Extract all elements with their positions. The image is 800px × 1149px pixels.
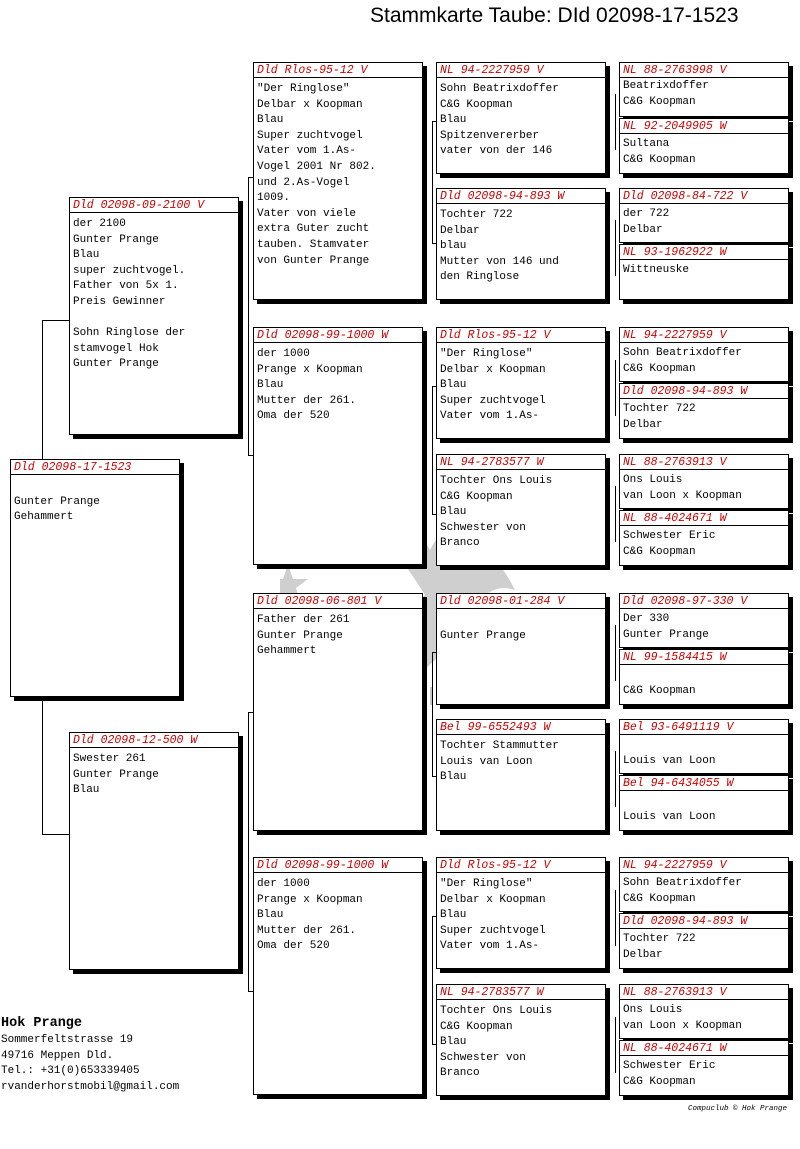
card-notes: der 1000 Prange x Koopman Blau Mutter der 261. Oma der 520 bbox=[257, 878, 363, 953]
card-notes: Louis van Loon bbox=[623, 810, 716, 823]
pedigree-card-grandparent[interactable] bbox=[253, 857, 423, 1095]
ring-number: Bel 99-6552493 W bbox=[437, 720, 605, 735]
ring-number: Bel 93-6491119 V bbox=[620, 720, 788, 735]
pedigree-card-g4[interactable] bbox=[619, 454, 789, 509]
pedigree-card-g4[interactable] bbox=[619, 719, 789, 774]
card-notes: Sohn Beatrixdoffer C&G Koopman bbox=[623, 877, 742, 905]
card-notes: Louis van Loon bbox=[623, 754, 716, 767]
ring-number: Dld 02098-84-722 V bbox=[620, 189, 788, 204]
pedigree-card-father[interactable] bbox=[69, 197, 239, 435]
card-notes: "Der Ringlose" Delbar x Koopman Blau Super zuchtvogel Vater vom 1.As- bbox=[440, 348, 546, 423]
pedigree-card-g4[interactable] bbox=[619, 327, 789, 382]
card-notes: Tochter Ons Louis C&G Koopman Blau Schwester von Branco bbox=[440, 475, 553, 550]
ring-number: Dld Rlos-95-12 V bbox=[437, 328, 605, 343]
card-notes: Gunter Prange Gehammert bbox=[14, 495, 100, 524]
pedigree-card-g4[interactable] bbox=[619, 383, 789, 439]
pedigree-card-mother[interactable] bbox=[69, 732, 239, 970]
pedigree-card-grandparent[interactable] bbox=[253, 327, 423, 565]
pedigree-card-grandparent[interactable] bbox=[253, 593, 423, 831]
ring-number: Dld 02098-01-284 V bbox=[437, 594, 605, 609]
ring-number: Dld 02098-97-330 V bbox=[620, 594, 788, 609]
card-notes: Ons Louis van Loon x Koopman bbox=[623, 1004, 742, 1032]
ring-number: Bel 94-6434055 W bbox=[620, 776, 788, 791]
card-notes: Ons Louis van Loon x Koopman bbox=[623, 474, 742, 502]
card-notes: "Der Ringlose" Delbar x Koopman Blau Super zuchtvogel Vater vom 1.As- bbox=[440, 878, 546, 953]
ring-number: NL 94-2783577 W bbox=[437, 455, 605, 470]
card-notes: Tochter 722 Delbar blau Mutter von 146 und den Ringlose bbox=[440, 209, 559, 284]
card-notes: Tochter Stammutter Louis van Loon Blau bbox=[440, 740, 559, 784]
owner-email[interactable]: rvanderhorstmobil@gmail.com bbox=[1, 1080, 180, 1093]
card-notes: der 1000 Prange x Koopman Blau Mutter der 261. Oma der 520 bbox=[257, 348, 363, 423]
ring-number: NL 99-1584415 W bbox=[620, 650, 788, 665]
owner-phone: Tel.: +31(0)653339405 bbox=[1, 1065, 140, 1078]
ring-number: Dld 02098-12-500 W bbox=[70, 733, 238, 748]
copyright-footer: Compuclub © Hok Prange bbox=[688, 1105, 788, 1113]
pedigree-card-g4[interactable] bbox=[619, 118, 789, 174]
card-notes: Der 330 Gunter Prange bbox=[623, 613, 709, 641]
ring-number: Dld 02098-09-2100 V bbox=[70, 198, 238, 213]
ring-number: Dld 02098-99-1000 W bbox=[254, 328, 422, 343]
ring-number: NL 94-2227959 V bbox=[437, 63, 605, 78]
pedigree-card-g4[interactable] bbox=[619, 593, 789, 648]
ring-number: NL 94-2783577 W bbox=[437, 985, 605, 1000]
card-notes: Schwester Eric C&G Koopman bbox=[623, 530, 716, 558]
card-notes: Tochter 722 Delbar bbox=[623, 933, 696, 961]
pedigree-card-great-grandparent[interactable] bbox=[436, 984, 606, 1096]
pedigree-card-g4[interactable] bbox=[619, 244, 789, 300]
owner-street: Sommerfeltstrasse 19 bbox=[1, 1034, 134, 1046]
owner-city: 49716 Meppen Dld. bbox=[1, 1049, 114, 1062]
pedigree-card-great-grandparent[interactable] bbox=[436, 454, 606, 566]
ring-number: Dld Rlos-95-12 V bbox=[254, 63, 422, 78]
pedigree-card-g4[interactable] bbox=[619, 62, 789, 117]
ring-number: NL 88-4024671 W bbox=[620, 1041, 788, 1056]
pedigree-card-g4[interactable] bbox=[619, 649, 789, 705]
card-notes: Father der 261 Gunter Prange Gehammert bbox=[257, 614, 350, 658]
card-notes: Sohn Beatrixdoffer C&G Koopman Blau Spitzenvererber vater von der 146 bbox=[440, 83, 559, 158]
card-notes: Swester 261 Gunter Prange Blau bbox=[73, 753, 159, 797]
card-notes: Schwester Eric C&G Koopman bbox=[623, 1060, 716, 1088]
ring-number: NL 92-2049905 W bbox=[620, 119, 788, 134]
card-notes: Sultana C&G Koopman bbox=[623, 138, 696, 166]
ring-number: NL 93-1962922 W bbox=[620, 245, 788, 260]
card-notes: "Der Ringlose" Delbar x Koopman Blau Super zuchtvogel Vater vom 1.As- Vogel 2001 Nr 802. und 2.As-Vogel 1009. Vater von viele extra Guter zucht tauben. Stamvater von Gunter Prange bbox=[257, 83, 376, 267]
card-notes: der 722 Delbar bbox=[623, 208, 670, 236]
card-notes: Beatrixdoffer C&G Koopman bbox=[623, 80, 709, 108]
ring-number: Dld 02098-94-893 W bbox=[620, 384, 788, 399]
card-notes: Sohn Beatrixdoffer C&G Koopman bbox=[623, 347, 742, 375]
pedigree-card-great-grandparent[interactable] bbox=[436, 188, 606, 300]
pedigree-card-great-grandparent[interactable] bbox=[436, 719, 606, 831]
ring-number: NL 88-2763913 V bbox=[620, 985, 788, 1000]
card-notes: Tochter Ons Louis C&G Koopman Blau Schwester von Branco bbox=[440, 1005, 553, 1080]
pedigree-card-g4[interactable] bbox=[619, 775, 789, 831]
ring-number: NL 88-2763998 V bbox=[620, 63, 788, 78]
pedigree-card-g4[interactable] bbox=[619, 1040, 789, 1096]
card-notes: C&G Koopman bbox=[623, 684, 696, 697]
ring-number: Dld 02098-06-801 V bbox=[254, 594, 422, 609]
card-notes: der 2100 Gunter Prange Blau super zuchtvogel. Father von 5x 1. Preis Gewinner Sohn Ringlose der stamvogel Hok Gunter Prange bbox=[73, 218, 186, 371]
ring-number: Dld Rlos-95-12 V bbox=[437, 858, 605, 873]
pedigree-card-great-grandparent[interactable] bbox=[436, 593, 606, 705]
pedigree-card-g4[interactable] bbox=[619, 188, 789, 243]
card-notes: Gunter Prange bbox=[440, 629, 526, 642]
ring-number: NL 88-2763913 V bbox=[620, 455, 788, 470]
pedigree-card-great-grandparent[interactable] bbox=[436, 62, 606, 174]
pedigree-card-great-grandparent[interactable] bbox=[436, 857, 606, 969]
ring-number: NL 88-4024671 W bbox=[620, 511, 788, 526]
ring-number: Dld 02098-99-1000 W bbox=[254, 858, 422, 873]
pedigree-card-g4[interactable] bbox=[619, 510, 789, 566]
ring-number: NL 94-2227959 V bbox=[620, 328, 788, 343]
page-title: Stammkarte Taube: DId 02098-17-1523 bbox=[370, 4, 739, 27]
ring-number: Dld 02098-94-893 W bbox=[620, 914, 788, 929]
card-notes: Tochter 722 Delbar bbox=[623, 403, 696, 431]
ring-number: Dld 02098-94-893 W bbox=[437, 189, 605, 204]
pedigree-card-g4[interactable] bbox=[619, 984, 789, 1039]
ring-number: Dld 02098-17-1523 bbox=[11, 460, 179, 475]
pedigree-card-grandparent[interactable] bbox=[253, 62, 423, 300]
pedigree-card-great-grandparent[interactable] bbox=[436, 327, 606, 439]
pedigree-card-g4[interactable] bbox=[619, 913, 789, 969]
pedigree-card-g4[interactable] bbox=[619, 857, 789, 912]
ring-number: NL 94-2227959 V bbox=[620, 858, 788, 873]
card-notes: Wittneuske bbox=[623, 264, 690, 276]
owner-block bbox=[1, 1014, 179, 1095]
pedigree-card-subject[interactable] bbox=[10, 459, 180, 697]
owner-name: Hok Prange bbox=[1, 1016, 83, 1031]
